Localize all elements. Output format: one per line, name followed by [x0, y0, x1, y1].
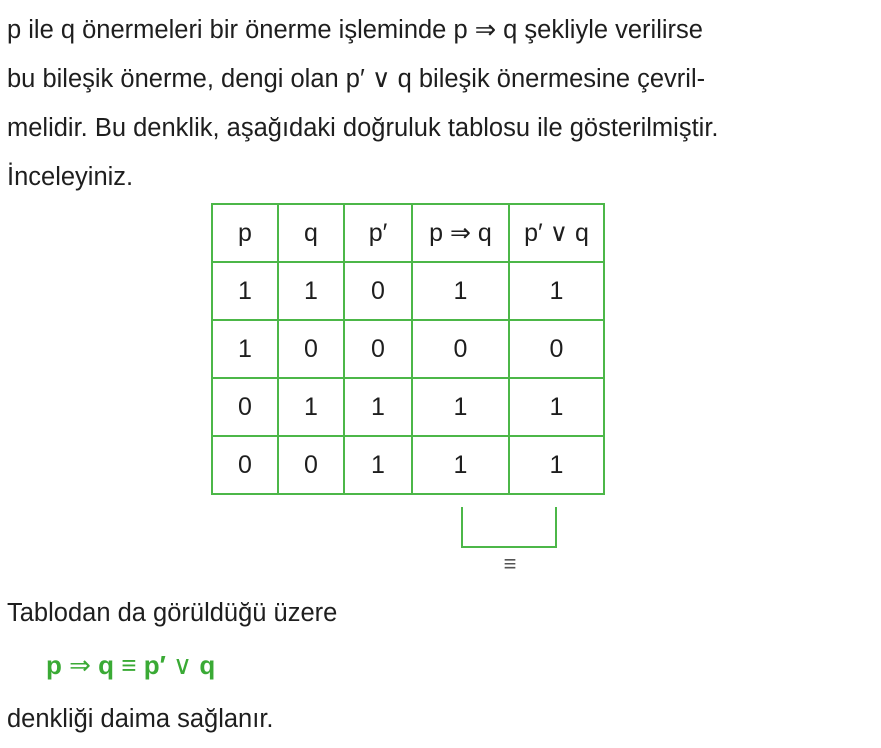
- intro-line-4: İnceleyiniz.: [7, 163, 134, 191]
- header-not-p-or-q: p′ ∨ q: [509, 204, 604, 262]
- equivalence-symbol: ≡: [503, 551, 517, 576]
- table-cell: 1: [509, 378, 604, 436]
- conclusion-intro-text: Tablodan da görüldüğü üzere: [7, 599, 338, 627]
- equivalence-formula: [46, 648, 215, 682]
- table-cell: 0: [412, 320, 509, 378]
- table-cell: 1: [509, 436, 604, 494]
- formula-p: p: [46, 650, 62, 680]
- header-p-implies-q: p ⇒ q: [412, 204, 509, 262]
- table-cell: 0: [212, 378, 278, 436]
- table-cell: 0: [344, 320, 412, 378]
- formula-equiv: ≡: [121, 650, 137, 680]
- table-cell: 1: [344, 378, 412, 436]
- table-row: [212, 262, 604, 320]
- formula-q-right: q: [199, 650, 216, 680]
- table-cell: 0: [278, 320, 344, 378]
- header-q: q: [278, 204, 344, 262]
- table-cell: 0: [278, 436, 344, 494]
- intro-line-3: melidir. Bu denklik, aşağıdaki doğruluk tablosu ile gösterilmiştir.: [7, 114, 719, 142]
- table-cell: 1: [344, 436, 412, 494]
- table-row: [212, 436, 604, 494]
- table-cell: 1: [412, 436, 509, 494]
- conclusion-final-text: denkliği daima sağlanır.: [7, 705, 274, 733]
- intro-line-1: p ile q önermeleri bir önerme işleminde p ⇒ q şekliyle verilirse: [7, 16, 703, 44]
- table-header-row: [212, 204, 604, 262]
- table-cell: 0: [344, 262, 412, 320]
- table-cell: 1: [278, 262, 344, 320]
- formula-not-p: p′: [143, 650, 166, 680]
- table-cell: 1: [412, 378, 509, 436]
- intro-line-2: bu bileşik önerme, dengi olan p′ ∨ q bileşik önermesine çevril-: [7, 65, 706, 93]
- header-not-p: p′: [344, 204, 412, 262]
- intro-paragraph: [7, 6, 879, 202]
- table-cell: 1: [212, 262, 278, 320]
- formula-implies: ⇒: [69, 650, 91, 680]
- header-p: p: [212, 204, 278, 262]
- table-cell: 0: [509, 320, 604, 378]
- truth-table: [211, 203, 605, 495]
- table-cell: 1: [412, 262, 509, 320]
- table-row: [212, 378, 604, 436]
- table-cell: 1: [212, 320, 278, 378]
- table-cell: 1: [278, 378, 344, 436]
- table-row: [212, 320, 604, 378]
- table-cell: 1: [509, 262, 604, 320]
- formula-or: ∨: [173, 650, 193, 680]
- equivalence-bracket: [461, 507, 557, 548]
- table-cell: 0: [212, 436, 278, 494]
- formula-q: q: [98, 650, 115, 680]
